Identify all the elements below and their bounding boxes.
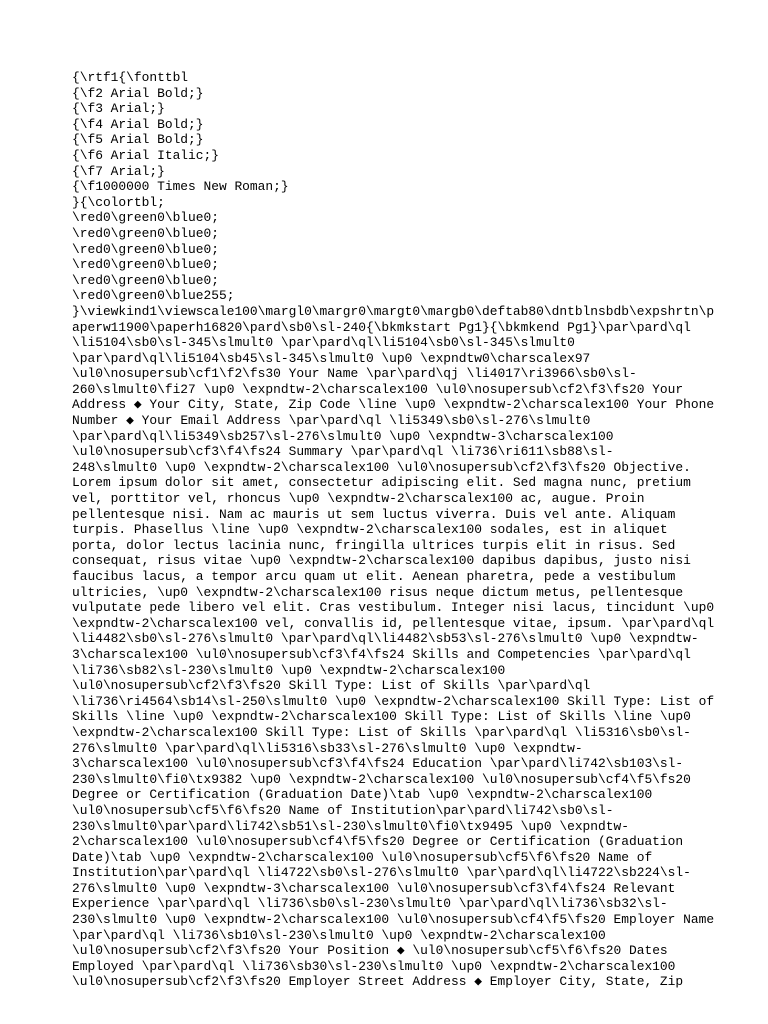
- source-line: {\f5 Arial Bold;}: [72, 132, 204, 148]
- source-line: 260\slmult0\fi27 \up0 \expndtw-2\charscalex100 \ul0\nosupersub\cf2\f3\fs20 Your: [72, 381, 684, 397]
- source-line: vel, porttitor vel, rhoncus \up0 \expndtw-2\charscalex100 ac, augue. Proin: [72, 491, 645, 507]
- source-line: \expndtw-2\charscalex100 Skill Type: List of Skills \par\pard\ql \li5316\sb0\sl-: [72, 724, 691, 740]
- rtf-source-text: [72, 70, 768, 990]
- source-line: \ul0\nosupersub\cf1\f2\fs30 Your Name \par\pard\qj \li4017\ri3966\sb0\sl-: [72, 366, 637, 382]
- source-line: vulputate pede libero vel elit. Cras vestibulum. Integer nisi lacus, tincidunt \up0: [72, 600, 715, 616]
- source-line: 248\slmult0 \up0 \expndtw-2\charscalex100 \ul0\nosupersub\cf2\f3\fs20 Objective.: [72, 459, 691, 475]
- source-line: \red0\green0\blue0;: [72, 225, 219, 241]
- source-line: \ul0\nosupersub\cf3\f4\fs24 Summary \par\pard\ql \li736\ri611\sb88\sl-: [72, 444, 614, 460]
- source-line: \expndtw-2\charscalex100 vel, convallis id, pellentesque vitae, ipsum. \par\pard\ql: [72, 615, 715, 631]
- source-line: Skills \line \up0 \expndtw-2\charscalex100 Skill Type: List of Skills \line \up0: [72, 709, 691, 725]
- source-line: \ul0\nosupersub\cf2\f3\fs20 Skill Type: List of Skills \par\pard\ql: [72, 678, 591, 694]
- source-line: 3\charscalex100 \ul0\nosupersub\cf3\f4\fs24 Education \par\pard\li742\sb103\sl-: [72, 756, 684, 772]
- source-line: \red0\green0\blue0;: [72, 272, 219, 288]
- source-line: 230\slmult0 \up0 \expndtw-2\charscalex100 \ul0\nosupersub\cf4\f5\fs20 Employer Name: [72, 912, 715, 928]
- source-line: \li4482\sb0\sl-276\slmult0 \par\pard\ql\li4482\sb53\sl-276\slmult0 \up0 \expndtw-: [72, 631, 699, 647]
- source-line: }\viewkind1\viewscale100\margl0\margr0\margt0\margb0\deftab80\dntblnsbdb\expshrtn\p: [72, 303, 715, 319]
- source-line: 230\slmult0\par\pard\li742\sb51\sl-230\slmult0\fi0\tx9495 \up0 \expndtw-: [72, 818, 629, 834]
- source-line: Employed \par\pard\ql \li736\sb30\sl-230\slmult0 \up0 \expndtw-2\charscalex100: [72, 958, 676, 974]
- source-line: {\f7 Arial;}: [72, 163, 165, 179]
- source-line: \red0\green0\blue0;: [72, 241, 219, 257]
- source-line: Experience \par\pard\ql \li736\sb0\sl-230\slmult0 \par\pard\ql\li736\sb32\sl-: [72, 896, 668, 912]
- source-line: 276\slmult0 \par\pard\ql\li5316\sb33\sl-276\slmult0 \up0 \expndtw-: [72, 740, 583, 756]
- source-line: 276\slmult0 \up0 \expndtw-3\charscalex100 \ul0\nosupersub\cf3\f4\fs24 Relevant: [72, 880, 676, 896]
- source-line: \red0\green0\blue255;: [72, 288, 235, 304]
- source-line: {\f6 Arial Italic;}: [72, 147, 219, 163]
- source-line: \par\pard\ql \li736\sb10\sl-230\slmult0 \up0 \expndtw-2\charscalex100: [72, 927, 606, 943]
- source-line: \red0\green0\blue0;: [72, 210, 219, 226]
- source-line: pellentesque nisi. Nam ac mauris ut sem luctus viverra. Duis vel ante. Aliquam: [72, 506, 676, 522]
- source-line: aperw11900\paperh16820\pard\sb0\sl-240{\bkmkstart Pg1}{\bkmkend Pg1}\par\pard\ql: [72, 319, 691, 335]
- source-line: {\f4 Arial Bold;}: [72, 116, 204, 132]
- source-line: Address ◆ Your City, State, Zip Code \line \up0 \expndtw-2\charscalex100 Your Phone: [72, 397, 715, 413]
- source-line: {\f1000000 Times New Roman;}: [72, 179, 289, 195]
- source-line: turpis. Phasellus \line \up0 \expndtw-2\charscalex100 sodales, est in aliquet: [72, 522, 668, 538]
- source-line: Institution\par\pard\ql \li4722\sb0\sl-276\slmult0 \par\pard\ql\li4722\sb224\sl-: [72, 865, 691, 881]
- source-line: \par\pard\ql\li5104\sb45\sl-345\slmult0 \up0 \expndtw0\charscalex97: [72, 350, 591, 366]
- source-line: faucibus lacus, a tempor arcu quam ut elit. Aenean pharetra, pede a vestibulum: [72, 569, 676, 584]
- source-line: }{\colortbl;: [72, 194, 165, 210]
- source-line: \li5104\sb0\sl-345\slmult0 \par\pard\ql\li5104\sb0\sl-345\slmult0: [72, 335, 575, 351]
- source-line: {\rtf1{\fonttbl: [72, 70, 189, 85]
- source-line: consequat, risus vitae \up0 \expndtw-2\charscalex100 dapibus dapibus, justo nisi: [72, 553, 691, 569]
- source-line: 230\slmult0\fi0\tx9382 \up0 \expndtw-2\charscalex100 \ul0\nosupersub\cf4\f5\fs20: [72, 771, 691, 787]
- source-line: \par\pard\ql\li5349\sb257\sl-276\slmult0 \up0 \expndtw-3\charscalex100: [72, 428, 614, 444]
- source-line: Date)\tab \up0 \expndtw-2\charscalex100 \ul0\nosupersub\cf5\f6\fs20 Name of: [72, 849, 653, 865]
- source-line: ultricies, \up0 \expndtw-2\charscalex100 risus neque dictum metus, pellentesque: [72, 584, 684, 600]
- source-line: Degree or Certification (Graduation Date)\tab \up0 \expndtw-2\charscalex100: [72, 787, 653, 803]
- source-line: porta, dolor lectus lacinia nunc, fringilla ultrices turpis elit in risus. Sed: [72, 537, 676, 553]
- source-line: \li736\sb82\sl-230\slmult0 \up0 \expndtw-2\charscalex100: [72, 662, 506, 678]
- source-line: 2\charscalex100 \ul0\nosupersub\cf4\f5\fs20 Degree or Certification (Graduation: [72, 834, 684, 850]
- source-line: \ul0\nosupersub\cf5\f6\fs20 Name of Institution\par\pard\li742\sb0\sl-: [72, 802, 614, 818]
- source-line: {\f2 Arial Bold;}: [72, 85, 204, 101]
- source-line: \ul0\nosupersub\cf2\f3\fs20 Your Position ◆ \ul0\nosupersub\cf5\f6\fs20 Dates: [72, 943, 668, 959]
- source-line: \li736\ri4564\sb14\sl-250\slmult0 \up0 \expndtw-2\charscalex100 Skill Type: List of: [72, 693, 715, 709]
- source-line: {\f3 Arial;}: [72, 101, 165, 117]
- source-line: \ul0\nosupersub\cf2\f3\fs20 Employer Street Address ◆ Employer City, State, Zip: [72, 974, 684, 990]
- source-line: Lorem ipsum dolor sit amet, consectetur adipiscing elit. Sed magna nunc, pretium: [72, 475, 691, 491]
- source-line: Number ◆ Your Email Address \par\pard\ql \li5349\sb0\sl-276\slmult0: [72, 413, 591, 429]
- source-line: \red0\green0\blue0;: [72, 257, 219, 273]
- source-line: 3\charscalex100 \ul0\nosupersub\cf3\f4\fs24 Skills and Competencies \par\pard\ql: [72, 646, 691, 662]
